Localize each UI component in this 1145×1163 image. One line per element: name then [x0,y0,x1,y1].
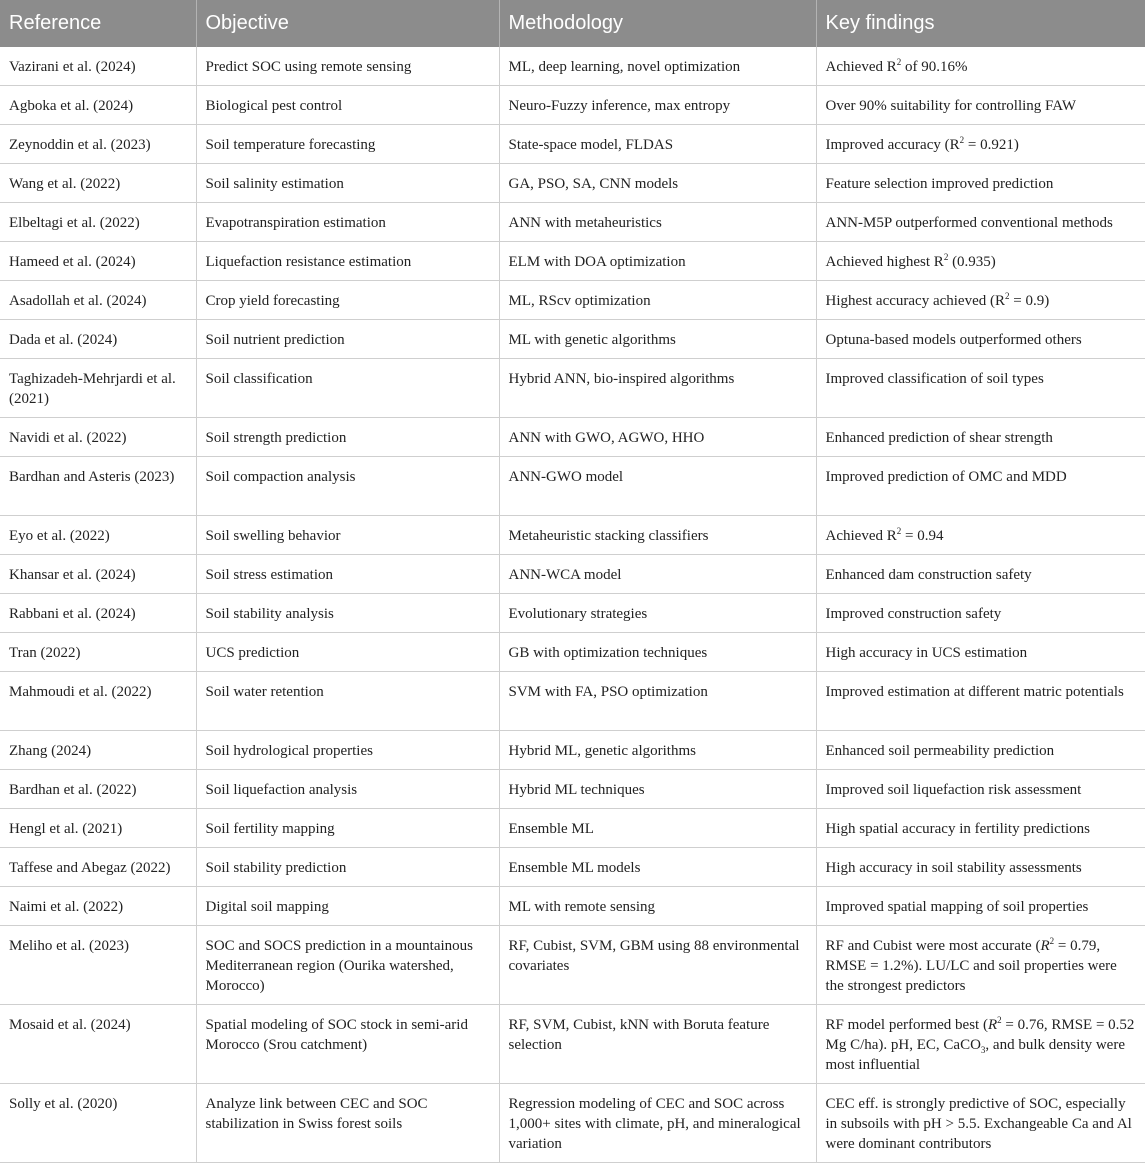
finding-text: = 0.79, RMSE = 1.2%). LU/LC and soil properties were the strongest predictors [825,938,1117,994]
cell-key-findings: Improved construction safety [816,594,1145,633]
cell-objective: Digital soil mapping [196,887,499,926]
cell-methodology: SVM with FA, PSO optimization [499,672,816,731]
cell-key-findings [816,47,1145,86]
cell-objective: SOC and SOCS prediction in a mountainous Mediterranean region (Ourika watershed, Morocco) [196,926,499,1005]
finding-text: = 0.9) [1009,293,1050,309]
cell-methodology: ML, RScv optimization [499,281,816,320]
table-row [0,242,1145,281]
cell-reference: Zeynoddin et al. (2023) [0,125,196,164]
cell-key-findings: High accuracy in UCS estimation [816,633,1145,672]
cell-objective: Soil strength prediction [196,418,499,457]
cell-key-findings: Over 90% suitability for controlling FAW [816,86,1145,125]
subscript: 3 [980,1045,986,1055]
table-row [0,164,1145,203]
table-row [0,281,1145,320]
cell-methodology: RF, Cubist, SVM, GBM using 88 environmental covariates [499,926,816,1005]
cell-key-findings: Optuna-based models outperformed others [816,320,1145,359]
cell-reference: Meliho et al. (2023) [0,926,196,1005]
table-row [0,320,1145,359]
cell-reference: Mosaid et al. (2024) [0,1005,196,1084]
cell-methodology: ANN-GWO model [499,457,816,516]
table-row [0,516,1145,555]
table-row [0,926,1145,1005]
header-objective: Objective [196,0,499,47]
table-row [0,555,1145,594]
cell-key-findings: High spatial accuracy in fertility predictions [816,809,1145,848]
cell-reference: Mahmoudi et al. (2022) [0,672,196,731]
finding-text: Achieved highest R [825,254,944,270]
finding-italic: R [987,1017,998,1033]
header-key-findings: Key findings [816,0,1145,47]
cell-reference: Agboka et al. (2024) [0,86,196,125]
finding-text: = 0.94 [901,528,944,544]
cell-objective: Soil water retention [196,672,499,731]
table-row [0,731,1145,770]
table-row [0,1084,1145,1163]
cell-key-findings: Feature selection improved prediction [816,164,1145,203]
cell-key-findings: Improved classification of soil types [816,359,1145,418]
cell-objective: Soil hydrological properties [196,731,499,770]
finding-text: RF model performed best ( [825,1017,988,1033]
finding-text: (0.935) [948,254,996,270]
cell-reference: Naimi et al. (2022) [0,887,196,926]
cell-objective: Soil stability analysis [196,594,499,633]
cell-objective: Crop yield forecasting [196,281,499,320]
cell-objective: Soil swelling behavior [196,516,499,555]
cell-methodology: GA, PSO, SA, CNN models [499,164,816,203]
cell-reference: Eyo et al. (2022) [0,516,196,555]
cell-reference: Bardhan et al. (2022) [0,770,196,809]
cell-reference: Wang et al. (2022) [0,164,196,203]
table-row [0,848,1145,887]
table-row [0,457,1145,516]
cell-reference: Asadollah et al. (2024) [0,281,196,320]
finding-text: = 0.921) [964,137,1019,153]
cell-methodology: Ensemble ML [499,809,816,848]
cell-objective: Soil temperature forecasting [196,125,499,164]
cell-key-findings: Improved prediction of OMC and MDD [816,457,1145,516]
table-row [0,359,1145,418]
table-row [0,887,1145,926]
table-row [0,86,1145,125]
cell-methodology: ANN-WCA model [499,555,816,594]
cell-objective: Soil salinity estimation [196,164,499,203]
table-row [0,633,1145,672]
cell-objective: Soil fertility mapping [196,809,499,848]
cell-methodology: ML, deep learning, novel optimization [499,47,816,86]
cell-reference: Khansar et al. (2024) [0,555,196,594]
cell-key-findings [816,1005,1145,1084]
cell-objective: Liquefaction resistance estimation [196,242,499,281]
cell-methodology: Hybrid ML, genetic algorithms [499,731,816,770]
cell-reference: Zhang (2024) [0,731,196,770]
cell-key-findings: Enhanced dam construction safety [816,555,1145,594]
finding-text: Achieved R [825,528,897,544]
cell-key-findings: CEC eff. is strongly predictive of SOC, especially in subsoils with pH > 5.5. Exchangeable Ca and Al were dominant contributors [816,1084,1145,1163]
cell-objective: UCS prediction [196,633,499,672]
cell-objective: Spatial modeling of SOC stock in semi-arid Morocco (Srou catchment) [196,1005,499,1084]
finding-text: of 90.16% [901,59,968,75]
cell-key-findings [816,242,1145,281]
superscript: 2 [1049,936,1055,946]
header-methodology: Methodology [499,0,816,47]
table-row [0,125,1145,164]
superscript: 2 [959,135,965,145]
header-reference: Reference [0,0,196,47]
cell-methodology: Ensemble ML models [499,848,816,887]
table-row [0,672,1145,731]
finding-text: Achieved R [825,59,897,75]
cell-key-findings [816,516,1145,555]
cell-key-findings [816,281,1145,320]
cell-methodology: Metaheuristic stacking classifiers [499,516,816,555]
cell-objective: Predict SOC using remote sensing [196,47,499,86]
cell-objective: Evapotranspiration estimation [196,203,499,242]
cell-objective: Soil liquefaction analysis [196,770,499,809]
cell-methodology: Neuro-Fuzzy inference, max entropy [499,86,816,125]
cell-reference: Vazirani et al. (2024) [0,47,196,86]
cell-key-findings: Improved estimation at different matric potentials [816,672,1145,731]
cell-methodology: ML with genetic algorithms [499,320,816,359]
cell-methodology: Evolutionary strategies [499,594,816,633]
cell-reference: Tran (2022) [0,633,196,672]
cell-objective: Soil nutrient prediction [196,320,499,359]
table-row [0,809,1145,848]
finding-text: Improved accuracy (R [825,137,960,153]
cell-objective: Analyze link between CEC and SOC stabilization in Swiss forest soils [196,1084,499,1163]
cell-reference: Elbeltagi et al. (2022) [0,203,196,242]
cell-reference: Navidi et al. (2022) [0,418,196,457]
cell-methodology: Hybrid ML techniques [499,770,816,809]
cell-objective: Biological pest control [196,86,499,125]
cell-reference: Dada et al. (2024) [0,320,196,359]
superscript: 2 [943,252,949,262]
cell-objective: Soil classification [196,359,499,418]
cell-reference: Solly et al. (2020) [0,1084,196,1163]
cell-methodology: ANN with GWO, AGWO, HHO [499,418,816,457]
superscript: 2 [896,526,902,536]
cell-methodology: Hybrid ANN, bio-inspired algorithms [499,359,816,418]
cell-methodology: ML with remote sensing [499,887,816,926]
finding-italic: R [1040,938,1050,954]
cell-reference: Hameed et al. (2024) [0,242,196,281]
cell-objective: Soil compaction analysis [196,457,499,516]
table-row [0,418,1145,457]
cell-reference: Rabbani et al. (2024) [0,594,196,633]
finding-text: , and bulk density were most influential [825,1037,1125,1073]
superscript: 2 [896,57,902,67]
cell-methodology: State-space model, FLDAS [499,125,816,164]
table-row [0,47,1145,86]
superscript: 2 [997,1015,1002,1025]
finding-text: RF and Cubist were most accurate ( [825,938,1041,954]
cell-key-findings: Improved spatial mapping of soil properties [816,887,1145,926]
cell-methodology: ANN with metaheuristics [499,203,816,242]
table-row [0,594,1145,633]
cell-key-findings [816,125,1145,164]
table-row [0,770,1145,809]
cell-methodology: GB with optimization techniques [499,633,816,672]
superscript: 2 [1005,291,1010,301]
cell-methodology: RF, SVM, Cubist, kNN with Boruta feature selection [499,1005,816,1084]
cell-key-findings [816,926,1145,1005]
cell-key-findings: ANN-M5P outperformed conventional methods [816,203,1145,242]
cell-reference: Taffese and Abegaz (2022) [0,848,196,887]
cell-key-findings: Enhanced prediction of shear strength [816,418,1145,457]
table-row [0,203,1145,242]
cell-methodology: ELM with DOA optimization [499,242,816,281]
cell-reference: Taghizadeh-Mehrjardi et al. (2021) [0,359,196,418]
cell-key-findings: High accuracy in soil stability assessments [816,848,1145,887]
table-row [0,1005,1145,1084]
finding-text: Highest accuracy achieved (R [825,293,1005,309]
cell-methodology: Regression modeling of CEC and SOC across 1,000+ sites with climate, pH, and mineralogical variation [499,1084,816,1163]
cell-objective: Soil stability prediction [196,848,499,887]
header-row [0,0,1145,47]
cell-key-findings: Improved soil liquefaction risk assessment [816,770,1145,809]
finding-text: = 0.76, RMSE = 0.52 Mg C/ha). pH, EC, CaCO [825,1017,1135,1053]
cell-objective: Soil stress estimation [196,555,499,594]
cell-key-findings: Enhanced soil permeability prediction [816,731,1145,770]
cell-reference: Bardhan and Asteris (2023) [0,457,196,516]
cell-reference: Hengl et al. (2021) [0,809,196,848]
